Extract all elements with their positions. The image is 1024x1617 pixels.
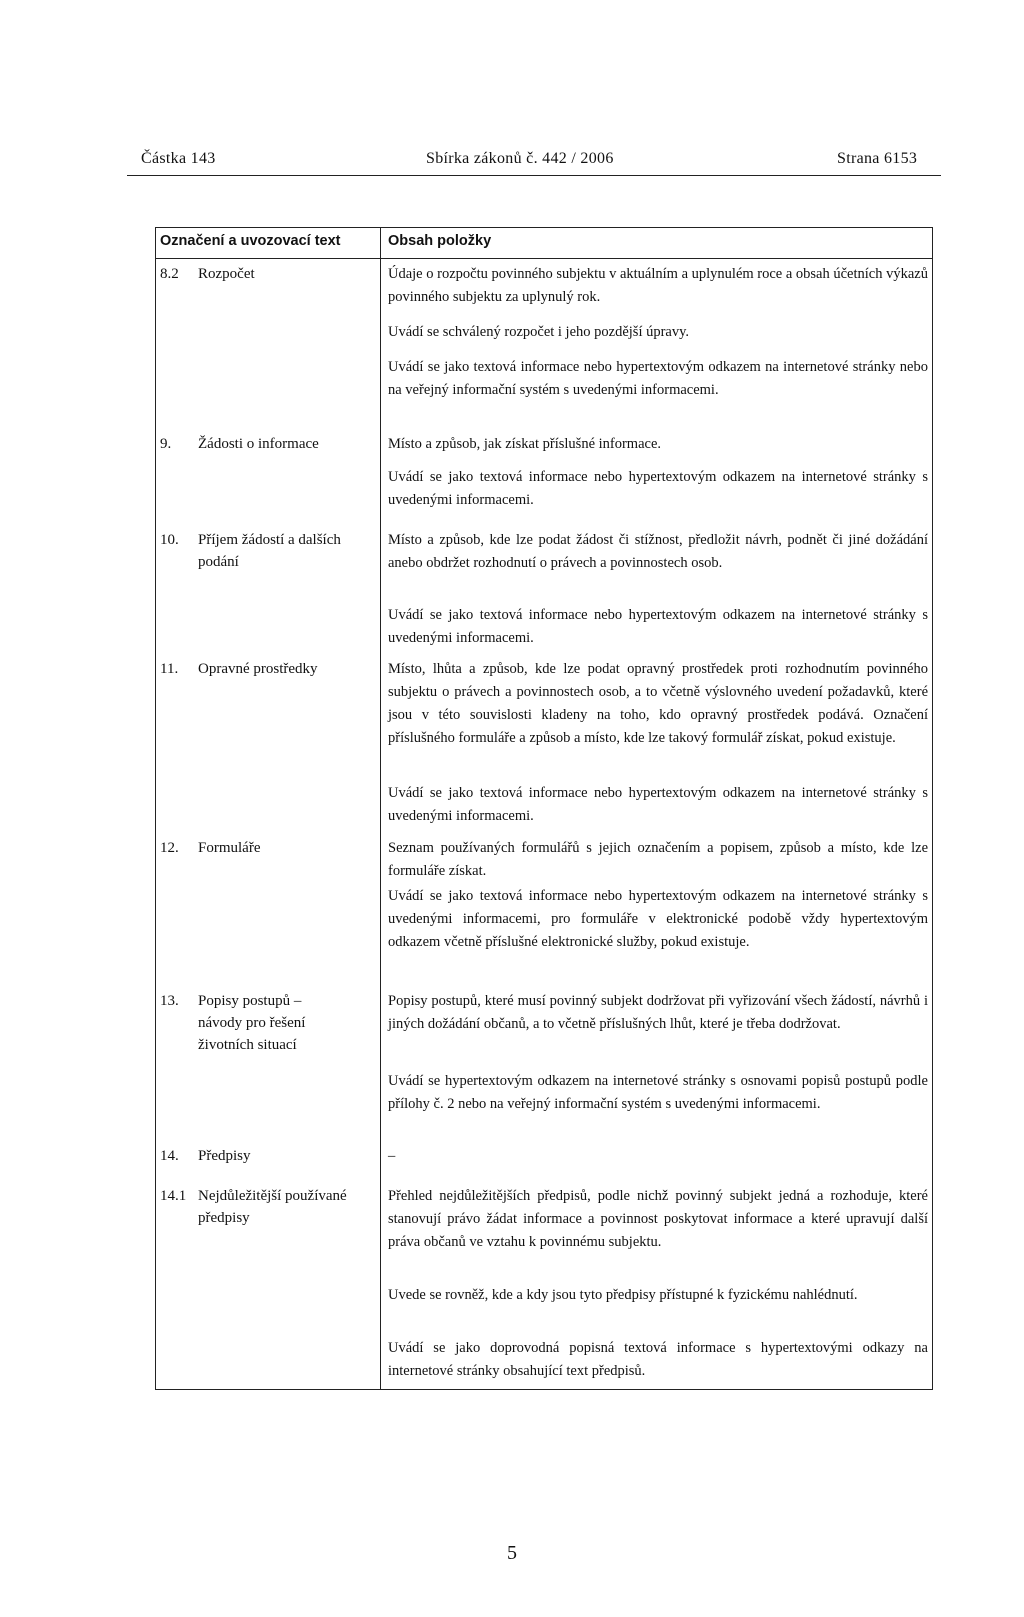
content-table	[155, 227, 933, 1390]
row-paragraph: Uvádí se jako textová informace nebo hypertextovým odkazem na internetové stránky s uvedenými informacemi.	[388, 785, 928, 824]
row-paragraph: Uvádí se hypertextovým odkazem na internetové stránky s osnovami popisů postupů podle přílohy č. 2 nebo na veřejný informační systém s uvedenými informacemi.	[388, 1073, 928, 1112]
table-top-border	[155, 227, 933, 228]
row-title: Formuláře	[198, 840, 261, 856]
row-title: Nejdůležitější používané předpisy	[198, 1188, 347, 1226]
row-paragraph: Přehled nejdůležitějších předpisů, podle nichž povinný subjekt jedná a rozhoduje, které stanovují právo žádat informace a povinnost poskytovat informace a které upravují další práva občanů ve vztahu k povinnému subjektu.	[388, 1188, 928, 1250]
header-part: Částka 143	[141, 150, 216, 167]
row-paragraph: Místo a způsob, kde lze podat žádost či stížnost, předložit návrh, podnět či jiné dožádání anebo obdržet rozhodnutí o právech a povinnostech osob.	[388, 532, 928, 571]
header-row-border	[155, 258, 933, 259]
row-paragraph: Místo a způsob, jak získat příslušné informace.	[388, 436, 662, 452]
row-number: 8.2	[160, 266, 179, 282]
row-paragraph: Uvádí se jako textová informace nebo hypertextovým odkazem na internetové stránky s uvedenými informacemi.	[388, 607, 928, 646]
header-collection: Sbírka zákonů č. 442 / 2006	[426, 150, 614, 167]
row-paragraph: Uvádí se jako textová informace nebo hypertextovým odkazem na internetové stránky s uvedenými informacemi.	[388, 469, 928, 508]
row-title: Rozpočet	[198, 266, 255, 282]
row-paragraph: Uvádí se jako doprovodná popisná textová informace s hypertextovými odkazy na internetové stránky obsahující text předpisů.	[388, 1340, 928, 1379]
row-title: Žádosti o informace	[198, 436, 319, 452]
row-title: Popisy postupů – návody pro řešení životních situací	[198, 993, 306, 1053]
header-rule	[127, 175, 941, 176]
row-number: 14.1	[160, 1188, 187, 1204]
header-page: Strana 6153	[837, 150, 918, 167]
column-divider	[380, 227, 381, 1390]
row-paragraph: Uvádí se schválený rozpočet i jeho pozdější úpravy.	[388, 324, 690, 340]
row-title: Opravné prostředky	[198, 661, 318, 677]
row-number: 14.	[160, 1148, 179, 1164]
col1-header: Označení a uvozovací text	[160, 233, 341, 249]
row-paragraph: Popisy postupů, které musí povinný subjekt dodržovat při vyřizování všech žádostí, návrhů i jiných dožádání občanů, a to včetně příslušných lhůt, které je třeba dodržovat.	[388, 993, 928, 1032]
table-bottom-border	[155, 1389, 933, 1390]
col2-header: Obsah položky	[388, 233, 492, 249]
table-left-border	[155, 227, 156, 1390]
row-number: 13.	[160, 993, 179, 1009]
row-paragraph: Místo, lhůta a způsob, kde lze podat opravný prostředek proti rozhodnutím povinného subjektu o právech a povinnostech osob, a to včetně výslovného uvedení požadavků, které jsou v této souvislosti kladeny na toho, kdo opravný prostředek podává. Označení příslušného formuláře a způsob a místo, kde lze takový formulář získat, pokud existuje.	[388, 661, 928, 746]
row-title: Příjem žádostí a dalších podání	[198, 532, 341, 570]
row-number: 12.	[160, 840, 179, 856]
table-right-border	[932, 227, 933, 1390]
row-paragraph: –	[388, 1148, 396, 1164]
row-paragraph: Uvádí se jako textová informace nebo hypertextovým odkazem na internetové stránky s uvedenými informacemi, pro formuláře v elektronické podobě vždy hypertextovým odkazem včetně příslušné elektronické služby, pokud existuje.	[388, 888, 928, 950]
row-number: 10.	[160, 532, 179, 548]
page-number: 5	[507, 1542, 517, 1564]
row-number: 9.	[160, 436, 172, 452]
row-paragraph: Údaje o rozpočtu povinného subjektu v aktuálním a uplynulém roce a obsah účetních výkazů povinného subjektu za uplynulý rok.	[388, 266, 928, 305]
row-paragraph: Seznam používaných formulářů s jejich označením a popisem, způsob a místo, kde lze formuláře získat.	[388, 840, 928, 879]
row-number: 11.	[160, 661, 179, 677]
row-title: Předpisy	[198, 1148, 251, 1164]
row-paragraph: Uvede se rovněž, kde a kdy jsou tyto předpisy přístupné k fyzickému nahlédnutí.	[388, 1287, 858, 1303]
row-paragraph: Uvádí se jako textová informace nebo hypertextovým odkazem na internetové stránky nebo na veřejný informační systém s uvedenými informacemi.	[388, 359, 928, 398]
